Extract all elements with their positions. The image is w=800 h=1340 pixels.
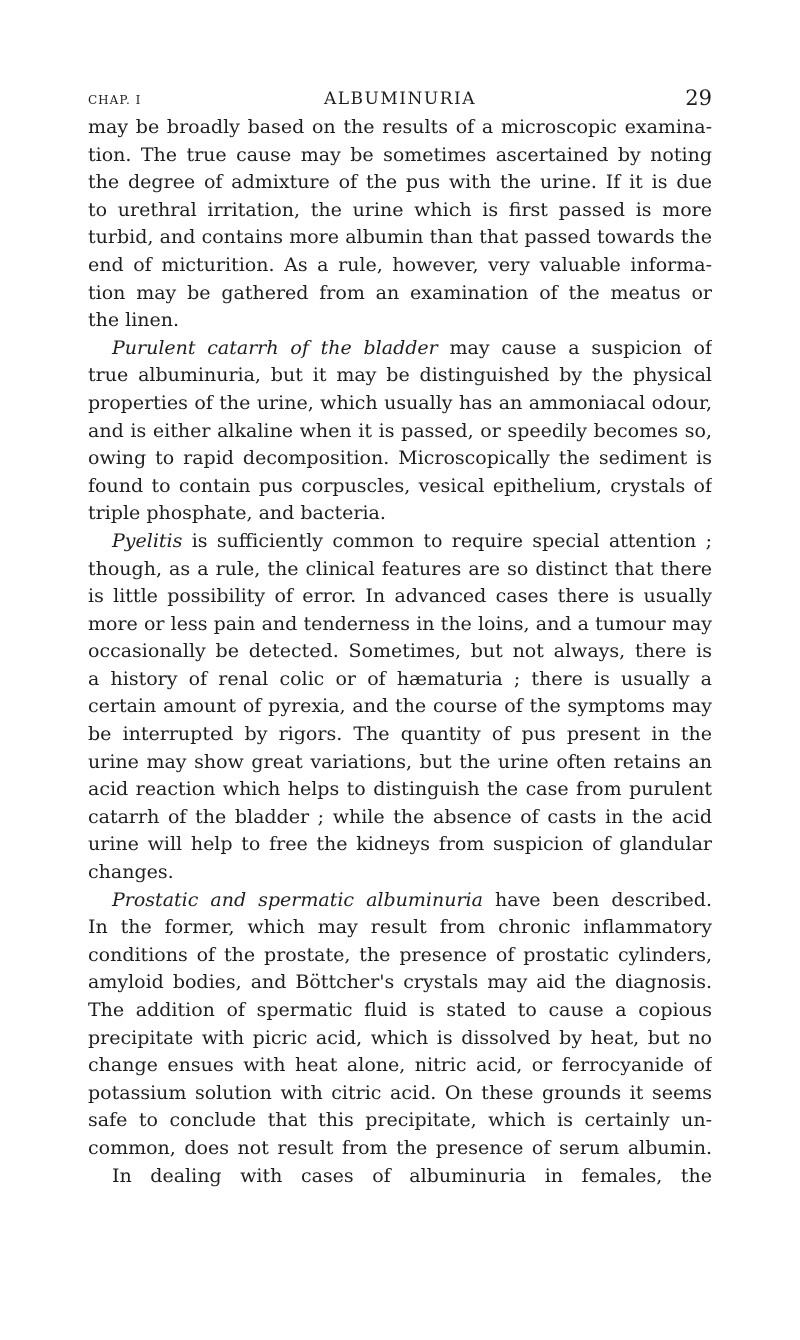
text-line: urine will help to free the kidneys from suspicion of glandular — [88, 833, 712, 856]
text-line: a history of renal colic or of hæmaturia ; there is usually a — [88, 667, 712, 690]
text-line: acid reaction which helps to distinguish the case from purulent — [88, 778, 712, 801]
text-line: turbid, and contains more albumin than that passed towards the — [88, 226, 712, 249]
text-line: to urethral irritation, the urine which is first passed is more — [88, 198, 712, 221]
italic-term: Pyelitis — [112, 529, 183, 552]
text-line: triple phosphate, and bacteria. — [88, 502, 386, 525]
text-line: tion. The true cause may be sometimes ascertained by noting — [88, 143, 712, 166]
running-title: ALBUMINURIA — [323, 89, 476, 109]
text-line: owing to rapid decomposition. Microscopically the sediment is — [88, 447, 712, 470]
body-text — [88, 114, 712, 1190]
text-line: potassium solution with citric acid. On these grounds it seems — [88, 1081, 712, 1104]
italic-term: Purulent catarrh of the bladder — [112, 336, 438, 359]
chapter-label: CHAP. I — [88, 93, 142, 107]
text-line: change ensues with heat alone, nitric acid, or ferrocyanide of — [88, 1054, 712, 1077]
text-line: urine may show great variations, but the urine often retains an — [88, 750, 712, 773]
text-line: conditions of the prostate, the presence of prostatic cylinders, — [88, 943, 712, 966]
text-line: Purulent catarrh of the bladder may cause a suspicion of — [112, 336, 712, 359]
text-line: common, does not result from the presence of serum albumin. — [88, 1136, 712, 1159]
text-line: is little possibility of error. In advanced cases there is usually — [88, 585, 712, 608]
text-line: and is either alkaline when it is passed, or speedily becomes so, — [88, 419, 712, 442]
text-line: end of micturition. As a rule, however, very valuable informa- — [88, 253, 712, 276]
running-header — [88, 86, 712, 112]
text-line: amyloid bodies, and Böttcher's crystals may aid the diagnosis. — [88, 971, 712, 994]
text-line: certain amount of pyrexia, and the course of the symptoms may — [88, 695, 712, 718]
text-line: the degree of admixture of the pus with the urine. If it is due — [88, 171, 712, 194]
text-line: The addition of spermatic fluid is stated to cause a copious — [88, 999, 712, 1021]
text-line: occasionally be detected. Sometimes, but not always, there is — [88, 640, 712, 663]
text-line: tion may be gathered from an examination of the meatus or — [88, 281, 712, 304]
page-number: 29 — [685, 86, 712, 110]
text-line: found to contain pus corpuscles, vesical epithelium, crystals of — [88, 474, 712, 497]
text-line: Prostatic and spermatic albuminuria have been described. — [112, 888, 712, 911]
text-line: Pyelitis is sufficiently common to require special attention ; — [112, 529, 712, 552]
text-line: In the former, which may result from chronic inflammatory — [88, 916, 712, 939]
text-line: properties of the urine, which usually has an ammoniacal odour, — [88, 391, 712, 414]
text-line: though, as a rule, the clinical features are so distinct that there — [88, 557, 712, 580]
text-line: may be broadly based on the results of a microscopic examina- — [88, 116, 712, 138]
text-line: changes. — [88, 861, 174, 884]
text-line: the linen. — [88, 309, 180, 332]
text-line: safe to conclude that this precipitate, which is certainly un- — [88, 1109, 712, 1132]
text-line: true albuminuria, but it may be distinguished by the physical — [88, 364, 712, 387]
text-line: precipitate with picric acid, which is dissolved by heat, but no — [88, 1026, 712, 1049]
text-line: be interrupted by rigors. The quantity of pus present in the — [88, 723, 712, 746]
text-line: In dealing with cases of albuminuria in females, the — [112, 1164, 712, 1187]
text-line: more or less pain and tenderness in the loins, and a tumour may — [88, 612, 712, 635]
text-line: catarrh of the bladder ; while the absence of casts in the acid — [88, 805, 712, 828]
italic-term: Prostatic and spermatic albuminuria — [112, 888, 483, 911]
